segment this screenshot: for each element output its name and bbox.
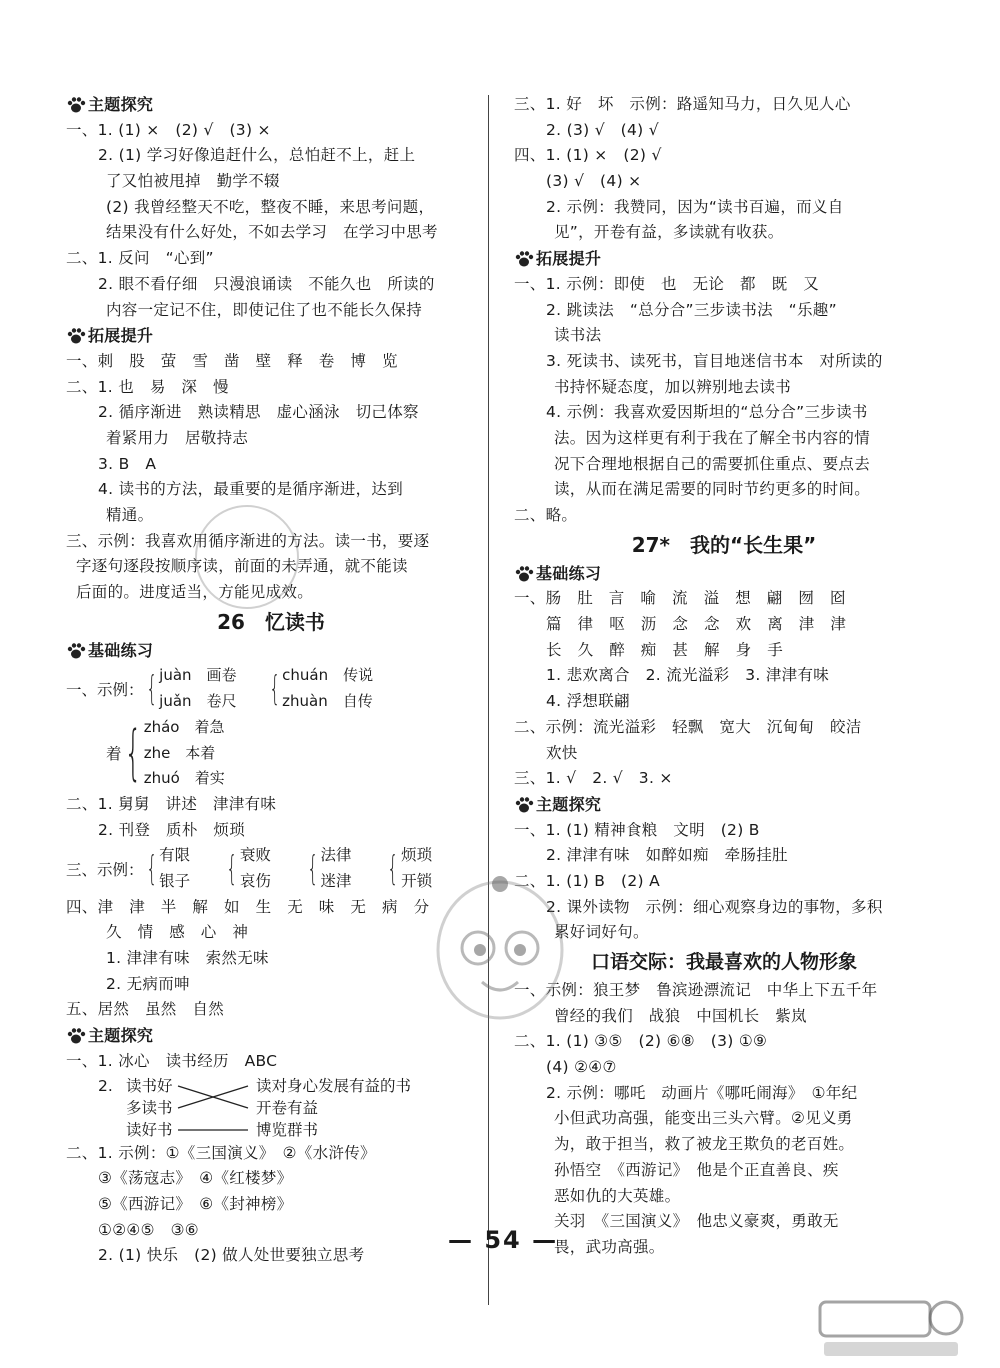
- answer-line: 着紧用力 居敬持志: [106, 428, 249, 447]
- lesson-title: 口语交际：我最喜欢的人物形象: [590, 951, 857, 973]
- paw-icon: [514, 565, 534, 583]
- watermark-stamp: [195, 505, 299, 609]
- matching-exercise: [66, 1075, 476, 1141]
- answer-line: 况下合理地根据自己的需要抓住重点、要点去: [554, 454, 871, 473]
- answer-line: (2) 我曾经整天不吃，整夜不睡，来思考问题，: [106, 197, 435, 216]
- section-heading-text: 主题探究: [536, 794, 602, 814]
- answer-line: 精通。: [106, 506, 154, 524]
- answer-line: 孙悟空 《西游记》 他是个正直善良、疾: [554, 1160, 839, 1179]
- answer-line: 2. 津津有味 如醉如痴 牵肠挂肚: [546, 846, 788, 865]
- answer-line: 2. 循序渐进 熟读精思 虚心涵泳 切己体察: [98, 403, 419, 422]
- word-entry: 哀伤: [239, 871, 271, 890]
- section-heading: [66, 1023, 476, 1049]
- paw-icon: [66, 96, 86, 114]
- brace-glyph: {: [307, 848, 319, 889]
- paw-icon: [66, 1027, 86, 1045]
- pinyin-entry: zhuàn 自传: [282, 692, 373, 711]
- word-entry: 迷津: [320, 871, 352, 890]
- answer-line: 书持怀疑态度，加以辨别地去读书: [554, 377, 792, 396]
- match-right-item: 读对身心发展有益的书: [256, 1076, 412, 1095]
- answer-line: 小但武功高强，能变出三头六臂。②见义勇: [554, 1109, 853, 1128]
- match-right-item: 开卷有益: [256, 1098, 319, 1117]
- brace-glyph: {: [145, 669, 157, 710]
- mascot-watermark: [420, 870, 580, 1040]
- answer-line: 畏，武功高强。: [554, 1237, 665, 1256]
- section-heading: [514, 561, 934, 587]
- lesson-title: 26 忆读书: [217, 609, 325, 634]
- right-column: [514, 92, 934, 1261]
- answer-line: 1. 悲欢离合 2. 流光溢彩 3. 津津有味: [546, 666, 830, 685]
- brace-group: [122, 715, 225, 792]
- answer-line: 二、1. (1) ③⑤ (2) ⑥⑧ (3) ①⑨: [514, 1032, 768, 1051]
- pinyin-entry: zháo 着急: [143, 717, 225, 736]
- brace-group: [144, 843, 191, 894]
- match-right-item: 博览群书: [256, 1120, 319, 1139]
- answer-line: 关羽 《三国演义》 他忠义豪爽，勇敢无: [554, 1212, 839, 1231]
- answer-line: 字逐句逐段按顺序读，前面的未弄通，就不能读: [76, 557, 408, 576]
- answer-line: 一、1. (1) 精神食粮 文明 (2) B: [514, 820, 760, 839]
- word-entry: 烦琐: [401, 846, 433, 865]
- answer-line: (4) ②④⑦: [546, 1058, 617, 1077]
- answer-line: 内容一定记不住，即使记住了也不能长久保持: [106, 300, 423, 319]
- answer-line: 二、1. 反问 “心到”: [66, 249, 214, 268]
- answer-line: 四、津 津 半 解 如 生 无 味 无 病 分: [66, 897, 430, 916]
- answer-line: 1. 津津有味 索然无味: [106, 949, 269, 968]
- answer-line: 五、居然 虽然 自然: [66, 1000, 225, 1019]
- answer-line: 二、1. 舅舅 讲述 津津有味: [66, 794, 277, 813]
- section-heading: [514, 246, 934, 272]
- answer-line: 欢快: [546, 743, 578, 762]
- answer-line: 二、示例：流光溢彩 轻飘 宽大 沉甸甸 皎洁: [514, 717, 862, 736]
- brace-group: [267, 663, 374, 714]
- section-heading-text: 拓展提升: [536, 249, 602, 269]
- pinyin-entry: zhe 本着: [143, 743, 216, 762]
- answer-line: 2. 眼不看仔细 只漫浪诵读 不能久也 所读的: [98, 274, 435, 293]
- answer-line: 二、1. 也 易 深 慢: [66, 377, 229, 396]
- answer-line: 二、1. 示例：①《三国演义》 ②《水浒传》: [66, 1143, 376, 1162]
- answer-line: 2. 示例：哪吒 动画片《哪吒闹海》 ①年纪: [546, 1083, 858, 1102]
- answer-line: 2. 跳读法 “总分合”三步读书法 “乐趣”: [546, 300, 837, 319]
- word-entry: 开锁: [401, 871, 433, 890]
- section-heading: [66, 92, 476, 118]
- pinyin-entry: zhuó 着实: [143, 769, 225, 788]
- answer-line: 2. 课外读物 示例：细心观察身边的事物，多积: [546, 897, 883, 916]
- answer-line: 一、1. 冰心 读书经历 ABC: [66, 1051, 278, 1070]
- answer-line: 2. 示例：我赞同，因为“读书百遍，而义自: [546, 197, 844, 216]
- section-heading-text: 拓展提升: [88, 326, 154, 346]
- answer-line: 见”，开卷有益，多读就有收获。: [554, 223, 784, 242]
- section-heading: [514, 792, 934, 818]
- answer-line: 恶如仇的大英雄。: [554, 1186, 681, 1205]
- answer-line: 为，敢于担当，救了被龙王欺负的老百姓。: [554, 1135, 855, 1154]
- pinyin-group: [66, 663, 476, 714]
- column-divider: [488, 95, 489, 1305]
- answer-line: 一、肠 肚 言 喻 流 溢 想 翩 囫 囵: [514, 589, 846, 608]
- answer-line: 累好词好句。: [554, 923, 649, 942]
- answer-line: 一、1. 示例：即使 也 无论 都 既 又: [514, 274, 820, 293]
- section-heading-text: 主题探究: [88, 95, 154, 114]
- answer-line: 2. (1) 快乐 (2) 做人处世要独立思考: [98, 1246, 365, 1265]
- answer-line: 读，从而在满足需要的同时节约更多的时间。: [554, 480, 871, 499]
- answer-line: 4. 浮想联翩: [546, 692, 630, 711]
- answer-line: (3) √ (4) ×: [546, 172, 642, 191]
- answer-line: 4. 读书的方法，最重要的是循序渐进，达到: [98, 480, 404, 499]
- word-pair-group: [66, 843, 476, 894]
- answer-line: 3. B A: [98, 454, 157, 473]
- answer-line: 四、1. (1) × (2) √: [514, 146, 662, 165]
- section-heading-text: 主题探究: [88, 1026, 154, 1046]
- paw-icon: [66, 327, 86, 345]
- answer-line: 读书法: [554, 326, 602, 345]
- answer-line: 2. 无病而呻: [106, 974, 190, 993]
- section-heading-text: 基础练习: [536, 563, 602, 583]
- brace-glyph: {: [124, 718, 142, 789]
- pinyin-entry: juàn 画卷: [159, 666, 237, 685]
- answer-line: 了又怕被甩掉 勤学不辍: [106, 172, 280, 191]
- answer-line: 2. (1) 学习好像追赶什么，总怕赶不上，赶上: [98, 146, 416, 165]
- pinyin-entry: juǎn 卷尺: [159, 692, 237, 711]
- brace-group: [144, 663, 237, 714]
- answer-line: 2. 刊登 质朴 烦琐: [98, 820, 246, 839]
- brace-glyph: {: [145, 848, 157, 889]
- match-left-item: 读书好: [126, 1076, 173, 1095]
- brace-glyph: {: [268, 669, 280, 710]
- answer-line: 篇 律 呕 沥 念 念 欢 离 津 津: [546, 615, 847, 634]
- answer-line: 后面的。进度适当，方能见成效。: [76, 583, 314, 602]
- answer-line: 三、示例：我喜欢用循序渐进的方法。读一书，要逐: [66, 531, 430, 550]
- paw-icon: [514, 796, 534, 814]
- matching-lines: [174, 1075, 252, 1141]
- pinyin-entry: chuán 传说: [282, 666, 374, 685]
- answer-line: 二、1. (1) B (2) A: [514, 871, 661, 890]
- section-heading-text: 基础练习: [88, 640, 154, 660]
- item-number: 2.: [98, 1076, 113, 1095]
- paw-icon: [66, 642, 86, 660]
- answer-line: 2. (3) √ (4) √: [546, 120, 659, 139]
- answer-site-logo: [816, 1296, 966, 1360]
- answer-line: 三、1. √ 2. √ 3. ×: [514, 769, 673, 788]
- brace-group: [224, 843, 271, 894]
- answer-line: 曾经的我们 战狼 中国机长 紫岚: [554, 1006, 807, 1025]
- word-entry: 银子: [159, 871, 191, 890]
- brace-glyph: {: [387, 848, 399, 889]
- answer-line: ⑤《西游记》 ⑥《封神榜》: [98, 1194, 293, 1213]
- match-left-item: 多读书: [126, 1098, 173, 1117]
- answer-prefix: 三、示例：: [66, 860, 144, 879]
- pinyin-group: [66, 715, 476, 792]
- answer-line: 法。因为这样更有利于我在了解全书内容的情: [554, 428, 871, 447]
- answer-line: 一、刺 股 萤 雪 凿 壁 释 卷 博 览: [66, 351, 398, 370]
- answer-line: ③《荡寇志》 ④《红楼梦》: [98, 1169, 293, 1188]
- left-column: [66, 92, 476, 1269]
- answer-line: 三、1. 好 坏 示例：路遥知马力，日久见人心: [514, 95, 851, 113]
- paw-icon: [514, 250, 534, 268]
- section-heading: [66, 638, 476, 664]
- match-left-item: 读好书: [126, 1120, 173, 1139]
- brace-glyph: {: [226, 848, 238, 889]
- answer-line: 一、示例：狼王梦 鲁滨逊漂流记 中华上下五千年: [514, 981, 878, 999]
- answer-line: ①②④⑤ ③⑥: [98, 1220, 199, 1239]
- answer-line: 3. 死读书、读死书，盲目地迷信书本 对所读的: [546, 351, 883, 370]
- answer-line: 一、1. (1) × (2) √ (3) ×: [66, 120, 271, 139]
- polyphone-char: 着: [106, 745, 122, 764]
- answer-prefix: 一、示例：: [66, 681, 144, 700]
- word-entry: 法律: [320, 846, 352, 865]
- word-entry: 衰败: [239, 846, 271, 865]
- brace-group: [305, 843, 352, 894]
- answer-line: 久 情 感 心 神: [106, 923, 249, 942]
- answer-line: 4. 示例：我喜欢爱因斯坦的“总分合”三步读书: [546, 403, 868, 422]
- page-number: — 54 —: [448, 1226, 559, 1254]
- word-entry: 有限: [159, 846, 191, 865]
- answer-line: 结果没有什么好处，不如去学习 在学习中思考: [106, 223, 438, 242]
- answer-line: 二、略。: [514, 506, 578, 524]
- section-heading: [66, 323, 476, 349]
- answer-line: 长 久 醉 痴 甚 解 身 手: [546, 640, 784, 659]
- lesson-title: 27* 我的“长生果”: [631, 532, 817, 557]
